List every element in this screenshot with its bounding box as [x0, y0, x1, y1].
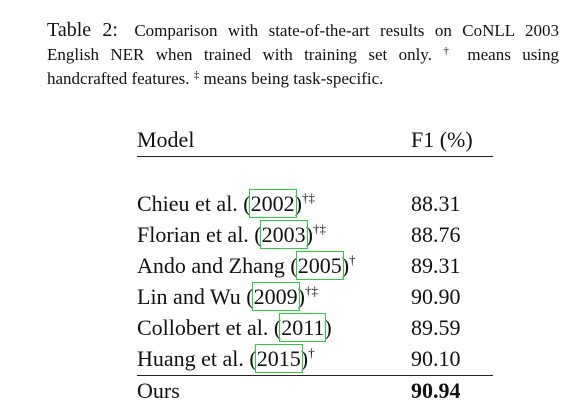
caption-text-1: Comparison with state-of-the-art results on CoNLL 2003 English NER when trained with training set only. — [47, 21, 560, 64]
model-name: Ando and Zhang (2005)† — [137, 252, 356, 278]
citation-link[interactable]: 2009 — [253, 284, 298, 309]
footnote-marks: †‡ — [304, 283, 318, 298]
table-row — [137, 189, 493, 220]
citation-link[interactable]: 2011 — [281, 315, 325, 340]
f1-value: 89.31 — [411, 253, 461, 278]
model-name: Lin and Wu (2009)†‡ — [137, 283, 318, 309]
f1-value: 88.76 — [411, 222, 461, 247]
footnote-marks: †‡ — [312, 221, 326, 236]
dagger-symbol: † — [443, 45, 456, 57]
results-table — [137, 122, 493, 407]
footnote-marks: †‡ — [301, 190, 315, 205]
caption-text-3: means being task-specific. — [203, 69, 384, 88]
table-row — [137, 282, 493, 313]
header-f1: F1 (%) — [411, 127, 473, 152]
table-number: Table 2: — [47, 19, 118, 41]
model-name: Collobert et al. (2011) — [137, 315, 332, 340]
f1-value: 90.90 — [411, 284, 461, 309]
f1-value: 89.59 — [411, 315, 461, 340]
header-model: Model — [137, 127, 195, 152]
citation-link[interactable]: 2003 — [261, 222, 306, 247]
f1-value: 90.10 — [411, 346, 461, 371]
table-header-row — [137, 122, 493, 157]
model-name: Florian et al. (2003)†‡ — [137, 221, 326, 247]
citation-link[interactable]: 2015 — [256, 346, 301, 371]
table-row — [137, 313, 493, 344]
double-dagger-symbol: ‡ — [193, 69, 200, 81]
f1-value-ours: 90.94 — [411, 378, 461, 403]
f1-value: 88.31 — [411, 191, 461, 216]
table-row — [137, 251, 493, 282]
model-name-ours: Ours — [137, 378, 180, 403]
table-row-ours — [137, 375, 493, 407]
table-row — [137, 344, 493, 375]
model-name: Chieu et al. (2002)†‡ — [137, 190, 315, 216]
citation-link[interactable]: 2005 — [297, 253, 342, 278]
caption-text-2: means using handcrafted features. — [47, 45, 560, 88]
table-row — [137, 220, 493, 251]
footnote-marks: † — [349, 252, 356, 267]
table-caption — [47, 18, 559, 91]
citation-link[interactable]: 2002 — [250, 191, 295, 216]
model-name: Huang et al. (2015)† — [137, 345, 315, 371]
footnote-marks: † — [308, 345, 315, 360]
